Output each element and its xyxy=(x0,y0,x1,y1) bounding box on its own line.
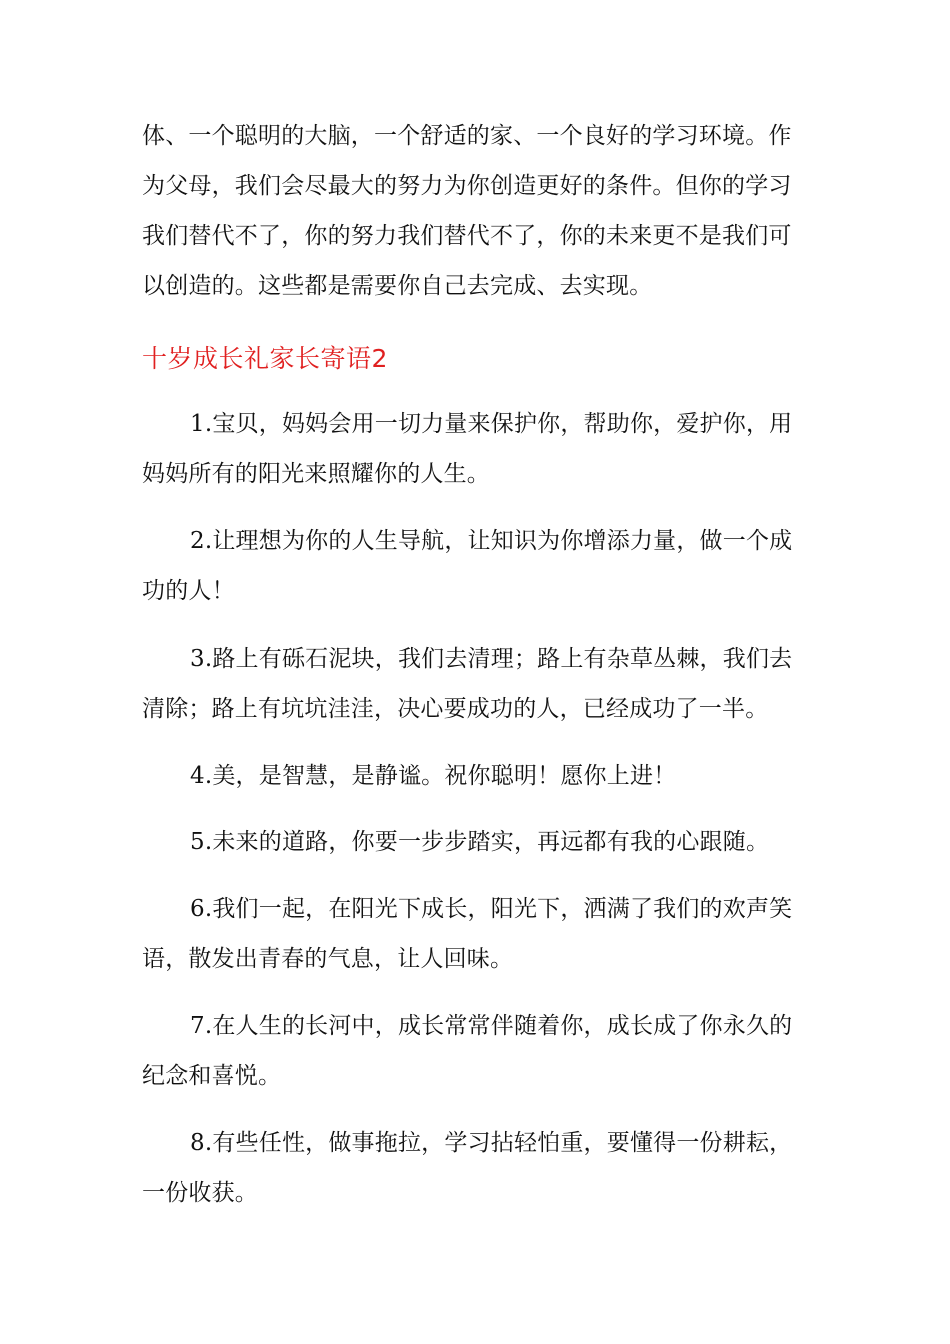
list-item-line: 4.美，是智慧，是静谧。祝你聪明！愿你上进！ xyxy=(190,763,677,789)
list-item xyxy=(142,817,810,867)
list-item-line: 1.宝贝，妈妈会用一切力量来保护你，帮助你，爱护你，用 xyxy=(190,411,793,437)
list-item-line: 清除；路上有坑坑洼洼，决心要成功的人，已经成功了一半。 xyxy=(142,696,769,722)
list-item-line: 5.未来的道路，你要一步步踏实，再远都有我的心跟随。 xyxy=(190,829,770,855)
list-item-line: 7.在人生的长河中，成长常常伴随着你，成长成了你永久的 xyxy=(190,1013,793,1039)
intro-line: 以创造的。这些都是需要你自己去完成、去实现。 xyxy=(142,273,653,299)
list-item-line: 妈妈所有的阳光来照耀你的人生。 xyxy=(142,461,490,487)
list-item xyxy=(142,1001,810,1101)
list-item-line: 语，散发出青春的气息，让人回味。 xyxy=(142,946,514,972)
list-item-line: 一份收获。 xyxy=(142,1180,258,1206)
list-item-line: 纪念和喜悦。 xyxy=(142,1063,282,1089)
list-item xyxy=(142,884,810,984)
list-item-line: 8.有些任性，做事拖拉，学习拈轻怕重，要懂得一份耕耘， xyxy=(190,1130,793,1156)
list-item-line: 6.我们一起，在阳光下成长，阳光下，洒满了我们的欢声笑 xyxy=(190,896,793,922)
intro-line: 体、一个聪明的大脑，一个舒适的家、一个良好的学习环境。作 xyxy=(142,123,792,149)
list-item xyxy=(142,634,810,734)
list-item xyxy=(142,751,810,801)
intro-line: 我们替代不了，你的努力我们替代不了，你的未来更不是我们可 xyxy=(142,223,792,249)
intro-line: 为父母，我们会尽最大的努力为你创造更好的条件。但你的学习 xyxy=(142,173,792,199)
section-heading: 十岁成长礼家长寄语2 xyxy=(142,344,388,373)
list-item-line: 2.让理想为你的人生导航，让知识为你增添力量，做一个成 xyxy=(190,528,793,554)
list-item xyxy=(142,399,810,499)
list-item xyxy=(142,516,810,616)
list-item-line: 功的人！ xyxy=(142,578,235,604)
list-item xyxy=(142,1118,810,1218)
list-item-line: 3.路上有砾石泥块，我们去清理；路上有杂草丛棘，我们去 xyxy=(190,646,793,672)
intro-paragraph xyxy=(142,111,810,311)
